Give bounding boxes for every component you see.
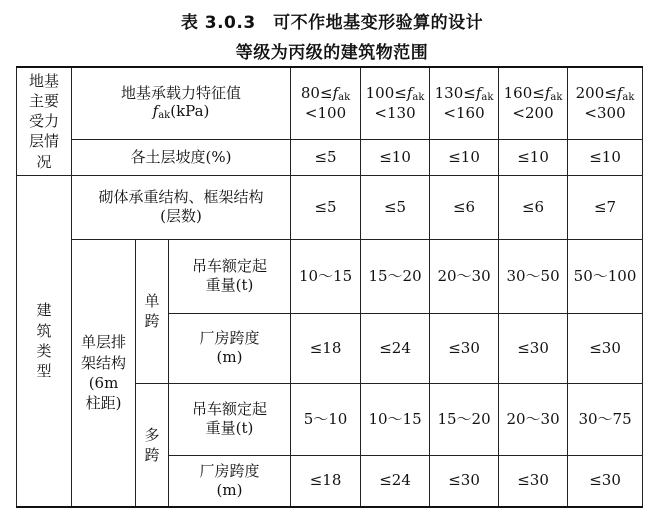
crane-value: 20～30 [499,383,568,455]
range-header [568,67,643,139]
slope-value: ≤10 [499,139,568,175]
header-row [17,67,643,139]
building-type-char: 型 [36,362,52,380]
masonry-label [72,175,291,239]
corner-label-part: 况 [36,152,52,171]
span-value: ≤30 [430,455,499,507]
range-subscript: ak [550,91,563,103]
single-storey-label-part: (6m [88,373,119,392]
range-header [499,67,568,139]
range-low: 130 [434,83,464,102]
span-value: ≤18 [291,455,361,507]
crane-label-line1: 吊车额定起 [192,400,268,419]
range-le: ≤ [394,83,407,102]
crane-label-line2: 重量(t) [205,276,254,294]
span-label-line1: 厂房跨度 [199,329,260,348]
crane-label-line1: 吊车额定起 [192,257,268,276]
range-line2 [568,104,642,123]
single-storey-bent-header [72,239,136,507]
range-line1 [361,84,429,105]
range-high: 100 [317,104,347,123]
crane-value: 10～15 [361,383,430,455]
fak-subscript: ak [158,110,171,122]
range-header [430,67,499,139]
slope-value: ≤10 [568,139,643,175]
corner-label-part: 地基 [28,71,59,90]
span-value: ≤18 [291,313,361,383]
masonry-value: ≤5 [291,175,361,239]
range-le: ≤ [532,83,545,102]
range-lt: < [512,104,525,123]
plant-span-label [169,455,291,507]
building-type-char: 类 [36,341,52,360]
crane-value: 50～100 [568,239,643,313]
masonry-label-line2: (层数) [160,207,202,225]
corner-label-part: 受力 [28,112,59,131]
masonry-value: ≤6 [499,175,568,239]
single-span-header [136,239,169,383]
range-line2 [361,104,429,123]
crane-value: 30～75 [568,383,643,455]
fak-symbol: f [152,102,159,121]
slope-value: ≤10 [430,139,499,175]
range-high: 200 [525,104,554,123]
multi-span-header [136,383,169,507]
span-label-line2: (m) [216,348,243,366]
slope-value: ≤5 [291,139,361,175]
corner-label-part: 主要 [28,91,59,110]
range-low: 160 [503,83,533,102]
range-symbol: f [616,83,623,102]
range-lt: < [443,104,456,123]
fak-header [72,67,291,139]
range-line2 [499,104,567,123]
spec-table [16,66,643,508]
single-storey-label-part: 架结构 [80,353,126,372]
range-high: 160 [456,104,485,123]
multi-span-char: 跨 [144,445,160,464]
table-title-line1: 表 3.0.3 可不作地基变形验算的设计 [180,13,484,33]
range-high: 300 [597,104,626,123]
building-type-char: 建 [36,301,52,320]
range-low: 100 [365,83,395,102]
range-line1 [291,84,360,105]
crane-capacity-label [169,239,291,313]
range-le: ≤ [463,83,476,102]
range-le: ≤ [604,83,617,102]
crane-label-line2: 重量(t) [205,419,254,437]
range-subscript: ak [412,91,425,103]
range-low: 200 [575,83,605,102]
range-subscript: ak [481,91,494,103]
range-lt: < [304,104,318,123]
slope-label: 各土层坡度(%) [72,139,291,175]
building-type-char: 筑 [36,321,52,340]
single-span-char: 单 [144,291,160,310]
range-line1 [430,84,498,105]
span-value: ≤30 [430,313,499,383]
span-value: ≤30 [568,455,643,507]
crane-value: 15～20 [361,239,430,313]
crane-capacity-label [169,383,291,455]
plant-span-label [169,313,291,383]
span-value: ≤30 [499,455,568,507]
range-high: 130 [387,104,416,123]
foundation-condition-header [17,67,72,175]
range-low: 80 [300,83,320,102]
single-span-crane-row [17,239,643,313]
range-line1 [568,84,642,105]
crane-value: 30～50 [499,239,568,313]
span-value: ≤30 [568,313,643,383]
span-value: ≤30 [499,313,568,383]
range-line2 [291,104,360,123]
single-storey-label-part: 柱距) [85,394,122,412]
crane-value: 10～15 [291,239,361,313]
range-lt: < [584,104,597,123]
masonry-label-line1: 砌体承重结构、框架结构 [98,188,264,207]
range-line1 [499,84,567,105]
range-subscript: ak [338,91,351,103]
corner-label-part: 层情 [28,132,59,151]
span-label-line1: 厂房跨度 [199,462,260,480]
range-symbol: f [406,83,413,102]
building-type-header [17,175,72,507]
masonry-row [17,175,643,239]
span-value: ≤24 [361,455,430,507]
crane-value: 20～30 [430,239,499,313]
slope-value: ≤10 [361,139,430,175]
range-header [361,67,430,139]
slope-row [17,139,643,175]
range-symbol: f [332,83,339,102]
range-line2 [430,104,498,123]
range-subscript: ak [622,91,635,103]
fak-label: 地基承载力特征值 [121,83,242,102]
range-symbol: f [544,83,551,102]
single-storey-label-part: 单层排 [80,333,126,352]
masonry-value: ≤7 [568,175,643,239]
masonry-value: ≤5 [361,175,430,239]
span-value: ≤24 [361,313,430,383]
fak-unit: (kPa) [170,102,210,121]
multi-span-char: 多 [144,425,160,444]
crane-value: 15～20 [430,383,499,455]
range-lt: < [374,104,387,123]
span-label-line2: (m) [216,480,243,499]
crane-value: 5～10 [291,383,361,455]
single-span-char: 跨 [144,312,160,330]
masonry-value: ≤6 [430,175,499,239]
range-le: ≤ [319,83,333,102]
fak-symbol-unit [72,102,290,123]
range-header [291,67,361,139]
table-title-line2: 等级为丙级的建筑物范围 [235,43,429,63]
range-symbol: f [475,83,482,102]
